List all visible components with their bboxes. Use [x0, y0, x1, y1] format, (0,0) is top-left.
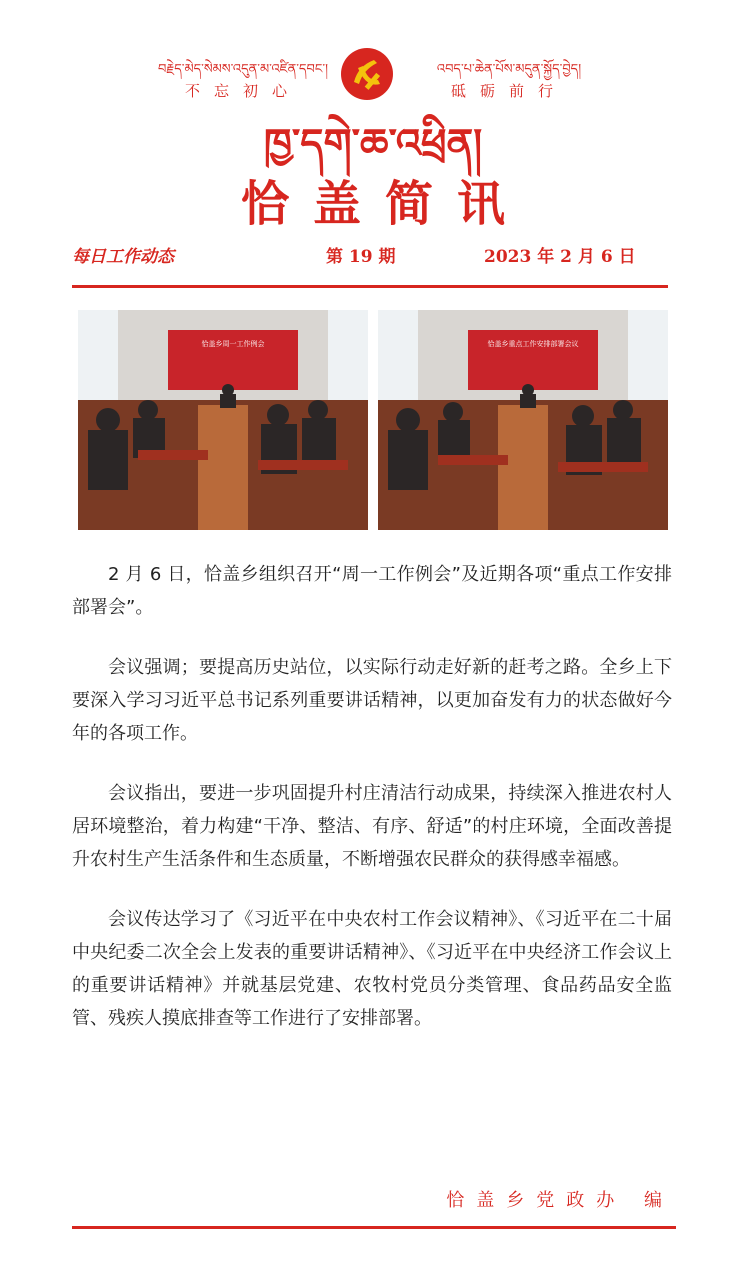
footer-editor: 恰盖乡党政办 编: [446, 1190, 674, 1211]
party-emblem-icon: [336, 46, 398, 102]
meeting-photo-2: [378, 310, 668, 530]
footer-divider: [72, 1226, 676, 1229]
paragraph-2: 会议强调；要提高历史站位，以实际行动走好新的赶考之路。全乡上下要深入学习习近平总书记系列重要讲话精神，以更加奋发有力的状态做好今年的各项工作。: [72, 657, 672, 744]
slogan-right-tibetan: འབད་པ་ཆེན་པོས་མདུན་སྐྱོད་བྱེད།: [436, 62, 582, 77]
slogan-left-tibetan: བརྗེད་མེད་སེམས་འདུན་མ་འཛིན་དབང་།: [157, 62, 328, 77]
paragraph-4: 会议传达学习了《习近平在中央农村工作会议精神》、《习近平在二十届中央纪委二次全会上发表的重要讲话精神》、《习近平在中央经济工作会议上的重要讲话精神》并就基层党建、农牧村党员分类管理、食品药品安全监管、残疾人摸底排查等工作进行了安排部署。: [72, 909, 672, 1029]
issue-row: [72, 242, 672, 268]
paragraph-3: 会议指出，要进一步巩固提升村庄清洁行动成果，持续深入推进农村人居环境整治，着力构建“干净、整洁、有序、舒适”的村庄环境，全面改善提升农村生产生活条件和生态质量，不断增强农民群众的获得感幸福感。: [72, 783, 672, 870]
masthead-chinese: 恰盖简讯: [240, 176, 529, 232]
slogan-right-chinese: 砥砺前行: [450, 82, 567, 100]
slogan-left: [138, 62, 348, 102]
meeting-photo-1: [78, 310, 368, 530]
photo-2-banner: 恰盖乡重点工作安排部署会议: [487, 340, 579, 348]
photo-1-banner: 恰盖乡周一工作例会: [201, 340, 265, 348]
slogan-right: [404, 62, 614, 102]
issue-category: 每日工作动态: [72, 247, 174, 267]
paragraph-1: 2 月 6 日，恰盖乡组织召开“周一工作例会”及近期各项“重点工作安排部署会”。: [72, 564, 672, 618]
masthead-tibetan: ཁྱ་དགེ་ཆ་འཕྲིན།: [263, 121, 483, 167]
issue-date: 2023 年 2 月 6 日: [484, 247, 636, 267]
article-body: [72, 558, 672, 1062]
slogan-left-chinese: 不忘初心: [184, 82, 301, 100]
header-divider: [72, 285, 668, 288]
issue-number: 第 19 期: [326, 247, 396, 267]
